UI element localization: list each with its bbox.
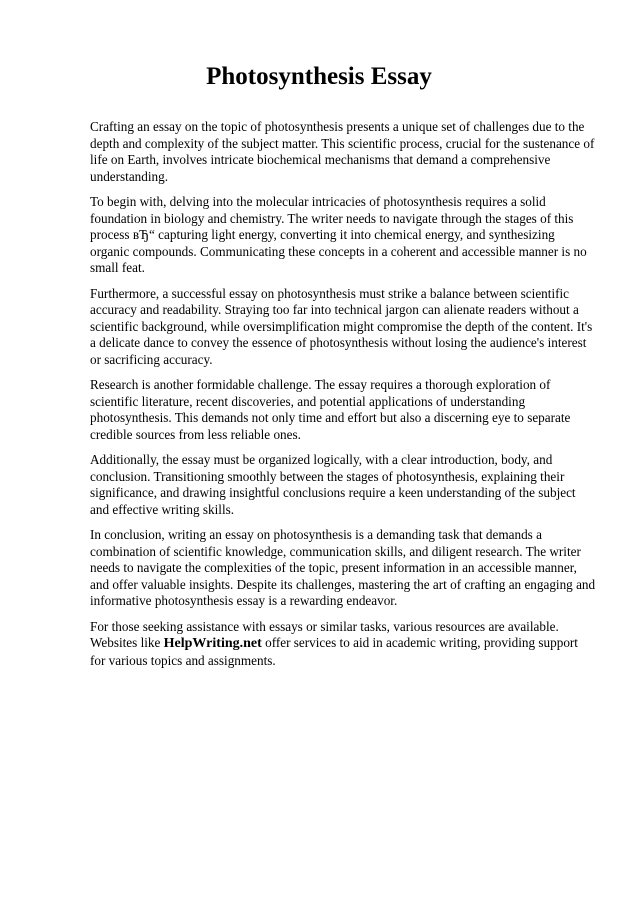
paragraph-6: In conclusion, writing an essay on photosynthesis is a demanding task that demands a combination of scientific knowledge, communication skills, and diligent research. The writer needs to navigate the complexities of the topic, present information in an accessible manner, and offer valuable insights. Despite its challenges, mastering the art of crafting an engaging and informative photosynthesis essay is a rewarding endeavor. — [90, 527, 596, 609]
paragraph-3: Furthermore, a successful essay on photosynthesis must strike a balance between scientific accuracy and readability. Straying too far into technical jargon can alienate readers without a scientific background, while oversimplification might compromise the depth of the content. It's a delicate dance to convey the essence of photosynthesis without losing the audience's interest or sacrificing accuracy. — [90, 285, 593, 367]
page-title: Photosynthesis Essay — [206, 63, 432, 90]
paragraph-7 — [90, 619, 596, 670]
essay-body — [90, 119, 596, 678]
paragraph-7-before: For those seeking assistance with essays or similar tasks, various resources are available. Websites like — [90, 618, 559, 651]
paragraph-1: Crafting an essay on the topic of photosynthesis presents a unique set of challenges due to the depth and complexity of the subject matter. This scientific process, crucial for the sustenance of life on Earth, involves intricate biochemical mechanisms that demand a comprehensive understanding. — [90, 119, 595, 184]
paragraph-4: Research is another formidable challenge. The essay requires a thorough exploration of scientific literature, recent discoveries, and potential applications of understanding photosynthesis. This demands not only time and effort but also a discerning eye to separate credible sources from less reliable ones. — [90, 377, 571, 442]
helpwriting-link[interactable]: HelpWriting.net — [163, 636, 262, 652]
paragraph-2: To begin with, delving into the molecular intricacies of photosynthesis requires a solid foundation in biology and chemistry. The writer needs to navigate through the stages of this process вЂ“ capturing light energy, converting it into chemical energy, and synthesizing organic compounds. Communicating these concepts in a coherent and accessible manner is no small feat. — [90, 193, 587, 276]
paragraph-7-after: offer services to aid in academic writing, providing support for various topics and assignments. — [90, 635, 578, 668]
paragraph-5: Additionally, the essay must be organized logically, with a clear introduction, body, and conclusion. Transitioning smoothly between the stages of photosynthesis, explaining their significance, and drawing insightful conclusions require a keen understanding of the subject and effective writing skills. — [90, 452, 576, 517]
